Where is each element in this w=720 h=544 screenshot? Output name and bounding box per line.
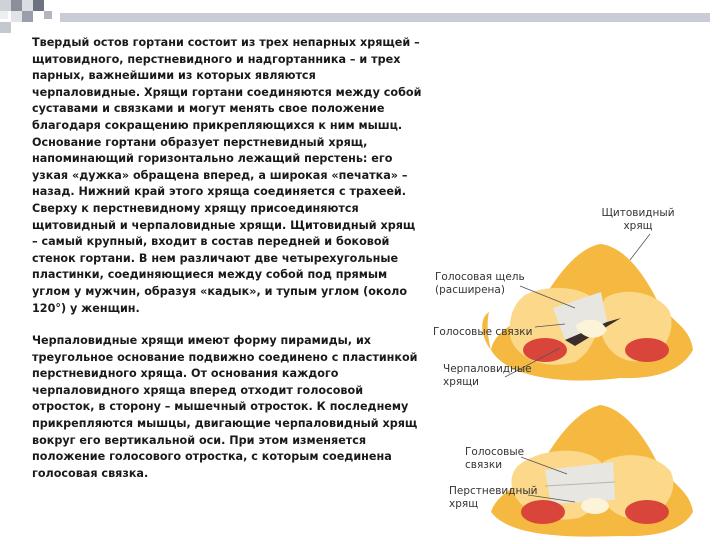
label-arytenoid-cartilages: Черпаловидные хрящи: [443, 363, 532, 388]
decorative-squares: [0, 0, 720, 40]
larynx-upper-image: [482, 244, 693, 381]
label-vocal-folds-top: Голосовые связки: [433, 326, 533, 338]
paragraph-2: Основание гортани образует перстневидный хрящ, напоминающий горизонтально лежащий перстень: его узкая «дужка» обращена вперед, а широкая «печатка» – назад. Нижний край этого хряща соединяется с трахеей. Сверху к перстневидному хрящу присоединяются щитовидный и черпаловидные хрящи. Щитовидный хрящ – самый крупный, входит в состав передней и боковой стенок гортани. В нем различают две четырехугольные пластинки, соединяющиеся между собой под прямым углом у мужчин, образуя «кадык», и тупым углом (около 120°) у женщин.: [32, 135, 416, 315]
larynx-figure: [425, 200, 720, 540]
label-vocal-folds-bottom: Голосовые связки: [465, 446, 525, 471]
main-text: [32, 35, 422, 482]
paragraph-3: Черпаловидные хрящи имеют форму пирамиды, их треугольное основание подвижно соединено с пластинкой перстневидного хряща. От основания каждого черпаловидного хряща вперед отходит голосовой отросток, в сторону – мышечный отросток. К последнему прикрепляются мышцы, двигающие черпаловидный хрящ вокруг его вертикальной оси. При этом изменяется положение голосового отростка, с которым соединена голосовая связка.: [32, 334, 418, 480]
label-thyroid-cartilage: Щитовидный хрящ: [601, 207, 675, 232]
decorative-header: [0, 0, 720, 40]
label-glottis: Голосовая щель (расширена): [435, 271, 525, 296]
label-cricoid-cartilage: Перстневидный хрящ: [449, 485, 538, 510]
paragraph-1: Твердый остов гортани состоит из трех непарных хрящей – щитовидного, перстневидного и надгортанника – и трех парных, важнейшими из которых являются черпаловидные. Хрящи гортани соединяются между собой суставами и связками и могут менять свое положение благодаря сокращению прикрепляющихся к ним мышц.: [32, 36, 422, 132]
